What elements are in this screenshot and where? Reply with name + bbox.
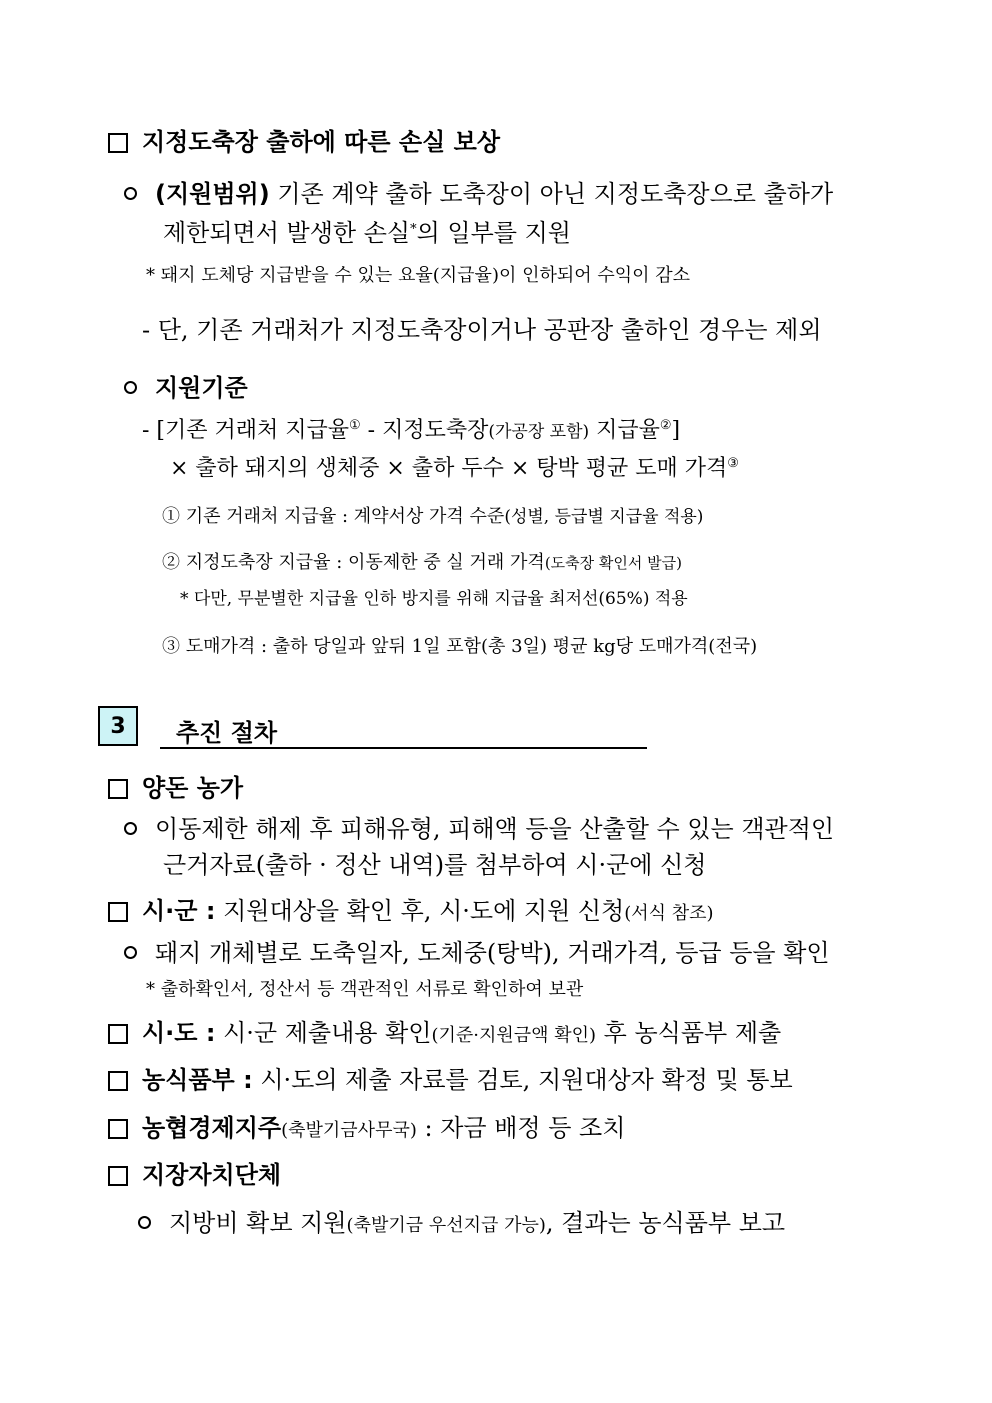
circle-bullet-icon (124, 381, 137, 394)
circle-bullet-icon (138, 1216, 151, 1229)
support-criteria-heading: 지원기준 (124, 376, 248, 400)
checkbox-square-icon (108, 902, 128, 922)
sigun-item: 돼지 개체별로 도축일자, 도체중(탕박), 거래가격, 등급 등을 확인 (124, 941, 830, 965)
farm-line2: 근거자료(출하 · 정산 내역)를 첨부하여 시·군에 신청 (163, 851, 707, 879)
checkbox-square-icon (108, 1166, 128, 1186)
checkbox-square-icon (108, 1119, 128, 1139)
checkbox-square-icon (108, 779, 128, 799)
exception-line: - 단, 기존 거래처가 지정도축장이거나 공판장 출하인 경우는 제외 (142, 316, 822, 344)
support-scope-line2: 제한되면서 발생한 손실*의 일부를 지원 (163, 219, 571, 247)
support-scope-note: * 돼지 도체당 지급받을 수 있는 요율(지급율)이 인하되어 수익이 감소 (146, 265, 691, 286)
section-underline (160, 747, 647, 749)
definition-2-note: * 다만, 무분별한 지급율 인하 방지를 위해 지급율 최저선(65%) 적용 (180, 589, 688, 609)
sigun-note: * 출하확인서, 정산서 등 객관적인 서류로 확인하여 보관 (146, 979, 584, 1000)
checkbox-square-icon (108, 133, 128, 153)
section-heading-loss-compensation: 지정도축장 출하에 따른 손실 보상 (108, 130, 500, 154)
farm-heading: 양돈 농가 (108, 776, 243, 800)
formula-line2: × 출하 돼지의 생체중 × 출하 두수 × 탕박 평균 도매 가격③ (170, 456, 739, 481)
local-gov-item: 지방비 확보 지원(축발기금 우선지급 가능), 결과는 농식품부 보고 (138, 1211, 785, 1235)
sido-line: 시·도 : 시·군 제출내용 확인(기준·지원금액 확인) 후 농식품부 제출 (108, 1021, 781, 1045)
nh-line: 농협경제지주(축발기금사무국) : 자금 배정 등 조치 (108, 1116, 625, 1140)
local-gov-heading: 지장자치단체 (108, 1163, 281, 1187)
checkbox-square-icon (108, 1071, 128, 1091)
support-scope-line1: (지원범위) 기존 계약 출하 도축장이 아닌 지정도축장으로 출하가 (124, 182, 833, 206)
farm-line1: 이동제한 해제 후 피해유형, 피해액 등을 산출할 수 있는 객관적인 (124, 817, 834, 841)
circle-bullet-icon (124, 822, 137, 835)
mafra-line: 농식품부 : 시·도의 제출 자료를 검토, 지원대상자 확정 및 통보 (108, 1068, 793, 1092)
definition-3: ③ 도매가격 : 출하 당일과 앞뒤 1일 포함(총 3일) 평균 kg당 도매가격(전국) (162, 636, 758, 657)
formula-line1: - [기존 거래처 지급율① - 지정도축장(가공장 포함) 지급율②] (142, 418, 681, 443)
definition-1: ① 기존 거래처 지급율 : 계약서상 가격 수준(성별, 등급별 지급율 적용) (162, 506, 704, 527)
definition-2: ② 지정도축장 지급율 : 이동제한 중 실 거래 가격(도축장 확인서 발급) (162, 552, 682, 573)
sigun-line: 시·군 : 지원대상을 확인 후, 시·도에 지원 신청(서식 참조) (108, 899, 714, 923)
section-number-badge: 3 (98, 706, 138, 746)
circle-bullet-icon (124, 187, 137, 200)
section-title: 추진 절차 (176, 719, 278, 747)
circle-bullet-icon (124, 946, 137, 959)
checkbox-square-icon (108, 1024, 128, 1044)
